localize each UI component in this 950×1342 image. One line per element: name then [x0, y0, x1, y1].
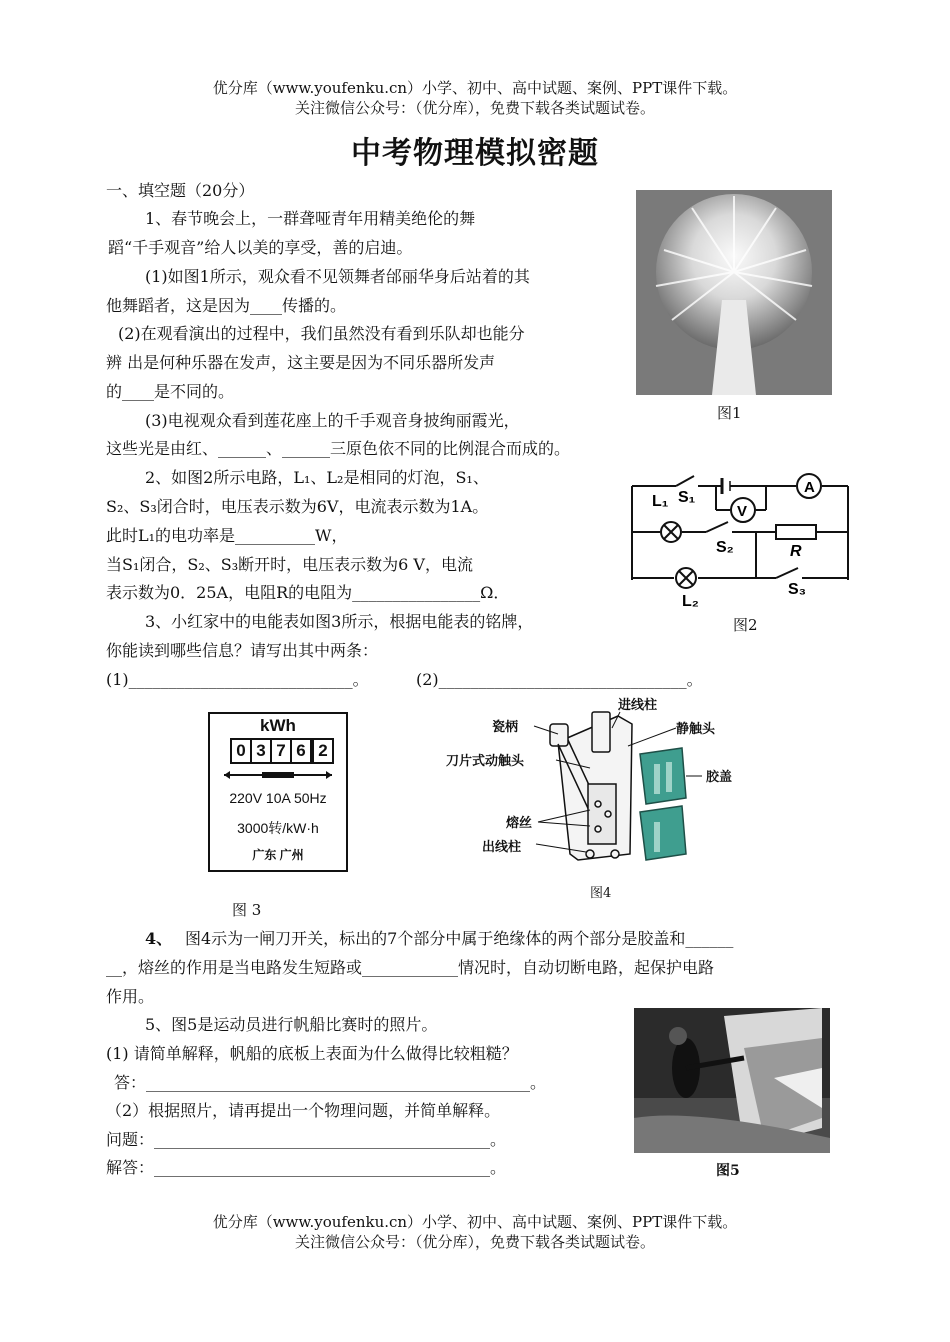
q1-line-8: (3)电视观众看到莲花座上的千手观音身披绚丽霞光，: [145, 411, 520, 430]
q1-line-9: 这些光是由红、______、______三原色依不同的比例混合而成的。: [106, 439, 571, 458]
q5-line-4: （2）根据照片，请再提出一个物理问题，并简单解释。: [106, 1101, 501, 1120]
q1-line-6: 辨 出是何种乐器在发声，这主要是因为不同乐器所发声: [106, 353, 496, 372]
q1-line-2: 蹈“千手观音”给人以美的享受，善的启迪。: [108, 238, 413, 257]
q2-line-5: 表示数为0．25A，电阻R的电阻为________________Ω．: [106, 583, 510, 602]
q5-line-2: (1) 请简单解释，帆船的底板上表面为什么做得比较粗糙？: [106, 1044, 518, 1063]
figure-4-knife-switch: [440, 694, 760, 874]
circuit-s1-label: S₁: [678, 489, 696, 506]
footer-line-1: 优分库（www.youfenku.cn）小学、初中、高中试题、案例、PPT课件下载。: [212, 1213, 738, 1231]
figure-1-photo: [636, 190, 832, 395]
lamp-l2-icon: [676, 568, 696, 588]
label-cover: 胶盖: [706, 769, 733, 784]
circuit-l1-label: L₁: [652, 493, 669, 510]
meter-spec: 220V 10A 50Hz: [229, 790, 327, 806]
q2-line-1: 2、如图2所示电路，L₁、L₂是相同的灯泡，S₁、: [145, 468, 489, 487]
figure-5-caption: 图5: [716, 1163, 740, 1179]
q1-line-5: (2)在观看演出的过程中，我们虽然没有看到乐队却也能分: [118, 324, 525, 343]
q2-line-4: 当S₁闭合，S₂、S₃断开时，电压表示数为6 V，电流: [106, 555, 473, 574]
label-blade: 刀片式动触头: [446, 753, 525, 768]
meter-digit: 2: [312, 738, 334, 764]
figure-4-caption: 图4: [590, 886, 612, 901]
q4-line-1: 图4示为一闸刀开关，标出的7个部分中属于绝缘体的两个部分是胶盖和______: [185, 929, 734, 948]
meter-rate: 3000转/kW·h: [237, 820, 319, 836]
q5-line-1: 5、图5是运动员进行帆船比赛时的照片。: [145, 1015, 438, 1034]
meter-origin: 广东 广州: [252, 848, 304, 862]
meter-disc-icon: [222, 770, 334, 780]
q3-answer-1: (1)____________________________。: [106, 670, 369, 689]
q4-number: 4、: [145, 929, 173, 948]
header-line-1: 优分库（www.youfenku.cn）小学、初中、高中试题、案例、PPT课件下载。: [212, 79, 738, 97]
footer-line-2: 关注微信公众号：（优分库），免费下载各类试题试卷。: [294, 1233, 655, 1251]
figure-2-caption: 图2: [733, 616, 758, 634]
q3-answer-2: (2)_______________________________。: [416, 670, 703, 689]
meter-unit: kWh: [260, 716, 296, 735]
lamp-l1-icon: [661, 522, 681, 542]
q1-line-4: 他舞蹈者，这是因为____传播的。: [106, 296, 347, 315]
meter-digits: [230, 738, 334, 764]
figure-3-caption: 图 3: [232, 901, 262, 919]
label-inlet: 进线柱: [618, 697, 658, 712]
circuit-s2-label: S₂: [716, 539, 734, 556]
meter-digit: 7: [272, 740, 292, 762]
section-heading: 一、填空题（20分）: [106, 181, 255, 200]
meter-digit: 6: [292, 740, 312, 762]
label-handle: 瓷柄: [492, 719, 519, 734]
figure-2-circuit: [626, 470, 856, 615]
q5-line-6: 解答：__________________________________________。: [106, 1158, 507, 1177]
circuit-s3-label: S₃: [788, 581, 807, 598]
q5-line-5: 问题：__________________________________________。: [106, 1130, 507, 1149]
q1-line-3: (1)如图1所示，观众看不见领舞者邰丽华身后站着的其: [145, 267, 530, 286]
q2-line-3: 此时L₁的电功率是__________W，: [106, 526, 348, 545]
q3-line-1: 3、小红家中的电能表如图3所示，根据电能表的铭牌，: [145, 612, 534, 631]
page-title: 中考物理模拟密题: [351, 136, 599, 171]
q1-line-7: 的____是不同的。: [106, 382, 235, 401]
circuit-ammeter-label: A: [804, 479, 815, 496]
label-outlet: 出线柱: [482, 839, 522, 854]
circuit-l2-label: L₂: [682, 593, 699, 610]
cover-icon: [640, 748, 686, 860]
q2-line-2: S₂、S₃闭合时，电压表示数为6V，电流表示数为1A。: [106, 497, 489, 516]
figure-5-photo: [634, 1008, 830, 1153]
q4-line-3: 作用。: [106, 987, 155, 1006]
meter-digit: 0: [232, 740, 252, 762]
label-fuse: 熔丝: [506, 815, 533, 830]
q4-line-2: __，熔丝的作用是当电路发生短路或____________情况时，自动切断电路，起保护电路: [106, 958, 715, 977]
q5-line-3: 答：________________________________________________。: [114, 1073, 547, 1092]
circuit-r-label: R: [790, 543, 802, 560]
circuit-voltmeter-label: V: [737, 503, 748, 520]
q3-line-2: 你能读到哪些信息？请写出其中两条：: [106, 641, 379, 660]
label-static-contact: 静触头: [676, 721, 716, 736]
figure-3-meter: [208, 712, 348, 872]
meter-digit: 3: [252, 740, 272, 762]
q1-line-1: 1、春节晚会上，一群聋哑青年用精美绝伦的舞: [145, 209, 476, 228]
figure-1-caption: 图1: [717, 404, 742, 422]
header-line-2: 关注微信公众号：（优分库），免费下载各类试题试卷。: [294, 99, 655, 117]
